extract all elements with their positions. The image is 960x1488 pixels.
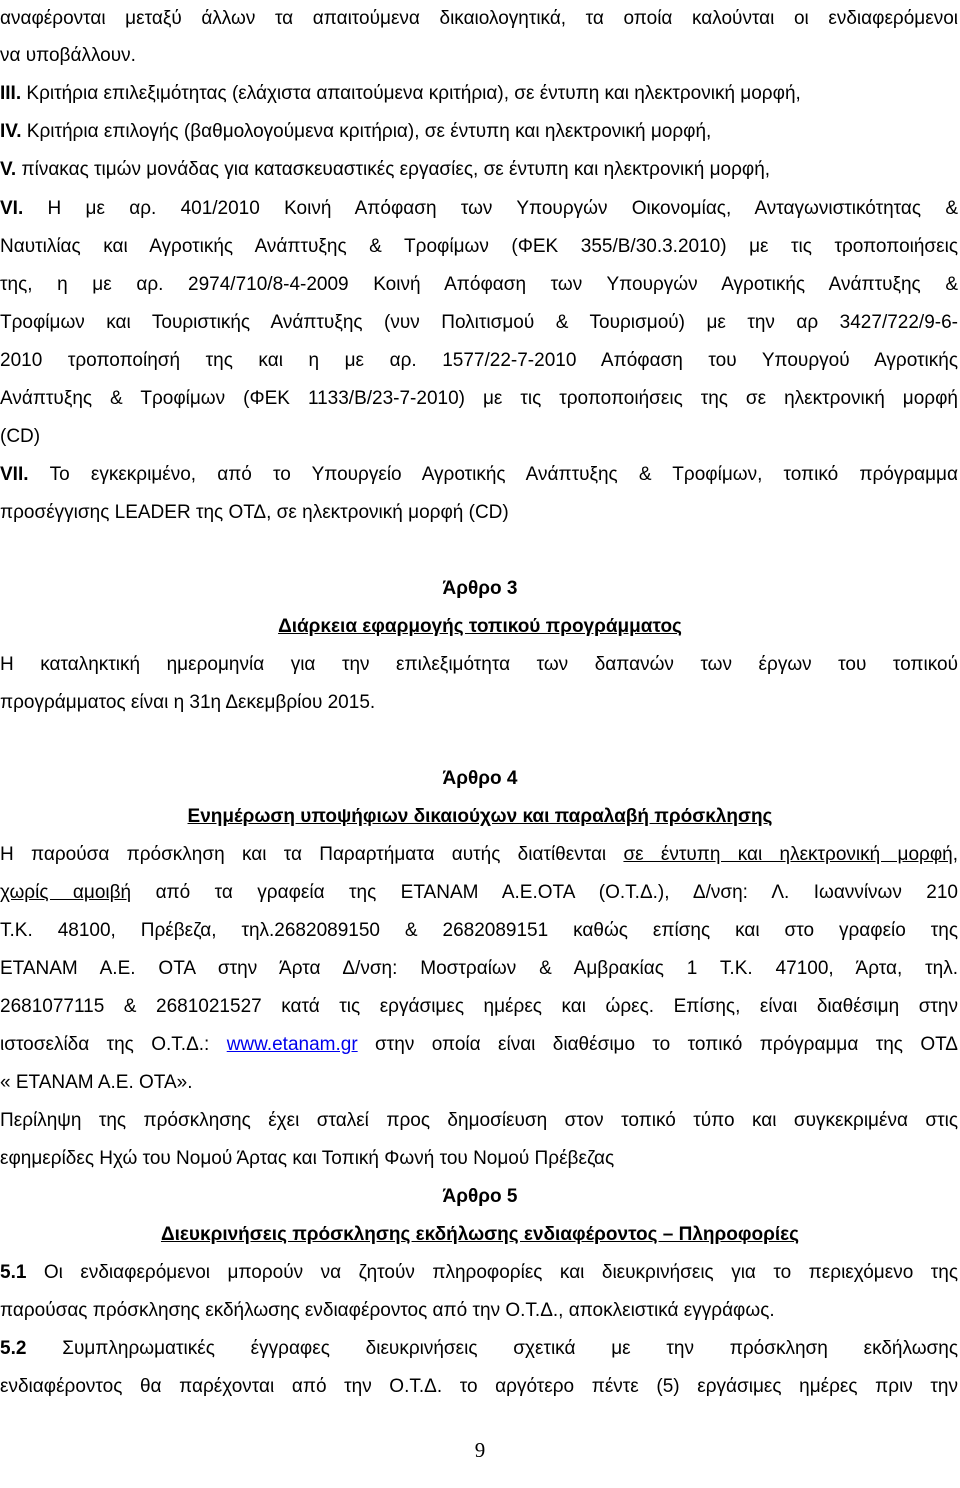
section-number: 5.1	[0, 1262, 27, 1283]
article-3-subheading: Διάρκεια εφαρμογής τοπικού προγράμματος	[278, 616, 682, 637]
text-span: προσέγγισης LEADER της ΟΤΔ, σε ηλεκτρονική μορφή (CD)	[0, 502, 509, 523]
list-number: VI.	[0, 198, 24, 219]
text-span: Η με αρ. 401/2010 Κοινή Απόφαση των Υπουργών Οικονομίας, Ανταγωνιστικότητας &	[23, 198, 958, 219]
text-line	[0, 1300, 960, 1322]
text-span: να υποβάλλουν.	[0, 45, 136, 66]
article-3-heading: Άρθρο 3	[442, 578, 518, 599]
text-line	[0, 844, 958, 866]
text-span: Η παρούσα πρόσκληση και τα Παραρτήματα αυτής διατίθενται	[0, 844, 624, 865]
page-number: 9	[474, 1438, 486, 1462]
text-line	[0, 45, 960, 67]
text-span: Συμπληρωματικές έγγραφες διευκρινήσεις σχετικά με την πρόσκληση εκδήλωσης	[26, 1338, 958, 1359]
text-line	[0, 426, 960, 448]
text-span: « ΕΤΑΝΑΜ Α.Ε. ΟΤΑ».	[0, 1072, 193, 1093]
text-line	[0, 654, 958, 676]
section-number: 5.2	[0, 1338, 27, 1359]
text-span: ενδιαφέροντος θα παρέχονται από την Ο.Τ.Δ. το αργότερο πέντε (5) εργάσιμες ημέρες πριν την	[0, 1376, 958, 1397]
website-link[interactable]: www.etanam.gr	[226, 1034, 358, 1055]
text-line	[0, 274, 958, 296]
text-span: 2681077115 & 2681021527 κατά τις εργάσιμες ημέρες και ώρες. Επίσης, είναι διαθέσιμη στην	[0, 996, 958, 1017]
text-span: Κριτήρια επιλογής (βαθμολογούμενα κριτήρια), σε έντυπη και ηλεκτρονική μορφή,	[21, 121, 712, 142]
section-5-1	[0, 1262, 958, 1284]
text-line	[0, 236, 958, 258]
text-span: Τ.Κ. 48100, Πρέβεζα, τηλ.2682089150 & 2682089151 καθώς επίσης και στο γραφείο της	[0, 920, 958, 941]
text-line	[0, 1072, 960, 1094]
list-item-vii	[0, 464, 958, 486]
text-span: Περίληψη της πρόσκλησης έχει σταλεί προς δημοσίευση στον τοπικό τύπο και συγκεκριμένα στις	[0, 1110, 958, 1131]
text-span: προγράμματος είναι η 31η Δεκεμβρίου 2015.	[0, 692, 376, 713]
text-span: (CD)	[0, 426, 41, 447]
text-line	[0, 1034, 958, 1056]
text-span: της, η με αρ. 2974/710/8-4-2009 Κοινή Απόφαση των Υπουργών Αγροτικής Ανάπτυξης &	[0, 274, 958, 295]
text-span: Οι ενδιαφερόμενοι μπορούν να ζητούν πληροφορίες και διευκρινήσεις για το περιεχόμενο της	[26, 1262, 958, 1283]
list-item-v	[0, 159, 960, 181]
text-span: ΕΤΑΝΑΜ Α.Ε. ΟΤΑ στην Άρτα Δ/νση: Μοστραίων & Αμβρακίας 1 Τ.Κ. 47100, Άρτα, τηλ.	[0, 958, 958, 979]
text-line	[0, 1110, 958, 1132]
list-item-iv	[0, 121, 960, 143]
text-line	[0, 882, 958, 904]
text-line	[0, 8, 958, 30]
list-number: ΙV.	[0, 121, 22, 142]
text-span: Τροφίμων και Τουριστικής Ανάπτυξης (νυν Πολιτισμού & Τουρισμού) με την αρ 3427/722/9-6-	[0, 312, 958, 333]
article-5-subheading: Διευκρινήσεις πρόσκλησης εκδήλωσης ενδιαφέροντος – Πληροφορίες	[160, 1224, 800, 1245]
text-line	[0, 502, 960, 524]
text-line	[0, 692, 960, 714]
text-line	[0, 312, 958, 334]
list-item-vi	[0, 198, 958, 220]
text-span: πίνακας τιμών μονάδας για κατασκευαστικές εργασίες, σε έντυπη και ηλεκτρονική μορφή,	[16, 159, 771, 180]
list-item-iii	[0, 83, 960, 105]
text-span: Ναυτιλίας και Αγροτικής Ανάπτυξης & Τροφίμων (ΦΕΚ 355/Β/30.3.2010) με τις τροποποιήσεις	[0, 236, 958, 257]
text-line	[0, 920, 958, 942]
list-number: ΙΙΙ.	[0, 83, 22, 104]
text-line	[0, 1376, 958, 1398]
list-number: VII.	[0, 464, 29, 485]
text-span: Κριτήρια επιλεξιμότητας (ελάχιστα απαιτούμενα κριτήρια), σε έντυπη και ηλεκτρονική μορφή,	[21, 83, 801, 104]
article-5-heading: Άρθρο 5	[442, 1186, 518, 1207]
text-span: Η καταληκτική ημερομηνία για την επιλεξιμότητα των δαπανών των έργων του τοπικού	[0, 654, 958, 675]
text-span: στην οποία είναι διαθέσιμο το τοπικό πρόγραμμα της ΟΤΔ	[357, 1034, 958, 1055]
text-line	[0, 350, 958, 372]
text-line	[0, 1148, 960, 1170]
text-span: Ανάπτυξης & Τροφίμων (ΦΕΚ 1133/Β/23-7-2010) με τις τροποποιήσεις της σε ηλεκτρονική μορφή	[0, 388, 958, 409]
text-span: εφημερίδες Ηχώ του Νομού Άρτας και Τοπική Φωνή του Νομού Πρέβεζας	[0, 1148, 615, 1169]
text-span: ιστοσελίδα της Ο.Τ.Δ.:	[0, 1034, 227, 1055]
underlined-text: χωρίς αμοιβή	[0, 882, 132, 903]
article-4-subheading: Ενημέρωση υποψήφιων δικαιούχων και παραλαβή πρόσκλησης	[187, 806, 773, 827]
article-4-heading: Άρθρο 4	[442, 768, 518, 789]
text-span: αναφέρονται μεταξύ άλλων τα απαιτούμενα δικαιολογητικά, τα οποία καλούνται οι ενδιαφερόμενοι	[0, 8, 958, 29]
text-line	[0, 996, 958, 1018]
list-number: V.	[0, 159, 17, 180]
text-span: Το εγκεκριμένο, από το Υπουργείο Αγροτικής Ανάπτυξης & Τροφίμων, τοπικό πρόγραμμα	[28, 464, 958, 485]
text-line	[0, 958, 958, 980]
text-span: παρούσας πρόσκλησης εκδήλωσης ενδιαφέροντος από την Ο.Τ.Δ., αποκλειστικά εγγράφως.	[0, 1300, 775, 1321]
text-span: από τα γραφεία της ΕΤΑΝΑΜ Α.Ε.ΟΤΑ (Ο.Τ.Δ.), Δ/νση: Λ. Ιωαννίνων 210	[131, 882, 958, 903]
text-line	[0, 388, 958, 410]
underlined-text: σε έντυπη και ηλεκτρονική μορφή,	[623, 844, 958, 865]
text-span: 2010 τροποποίησή της και η με αρ. 1577/22-7-2010 Απόφαση του Υπουργού Αγροτικής	[0, 350, 958, 371]
section-5-2	[0, 1338, 958, 1360]
